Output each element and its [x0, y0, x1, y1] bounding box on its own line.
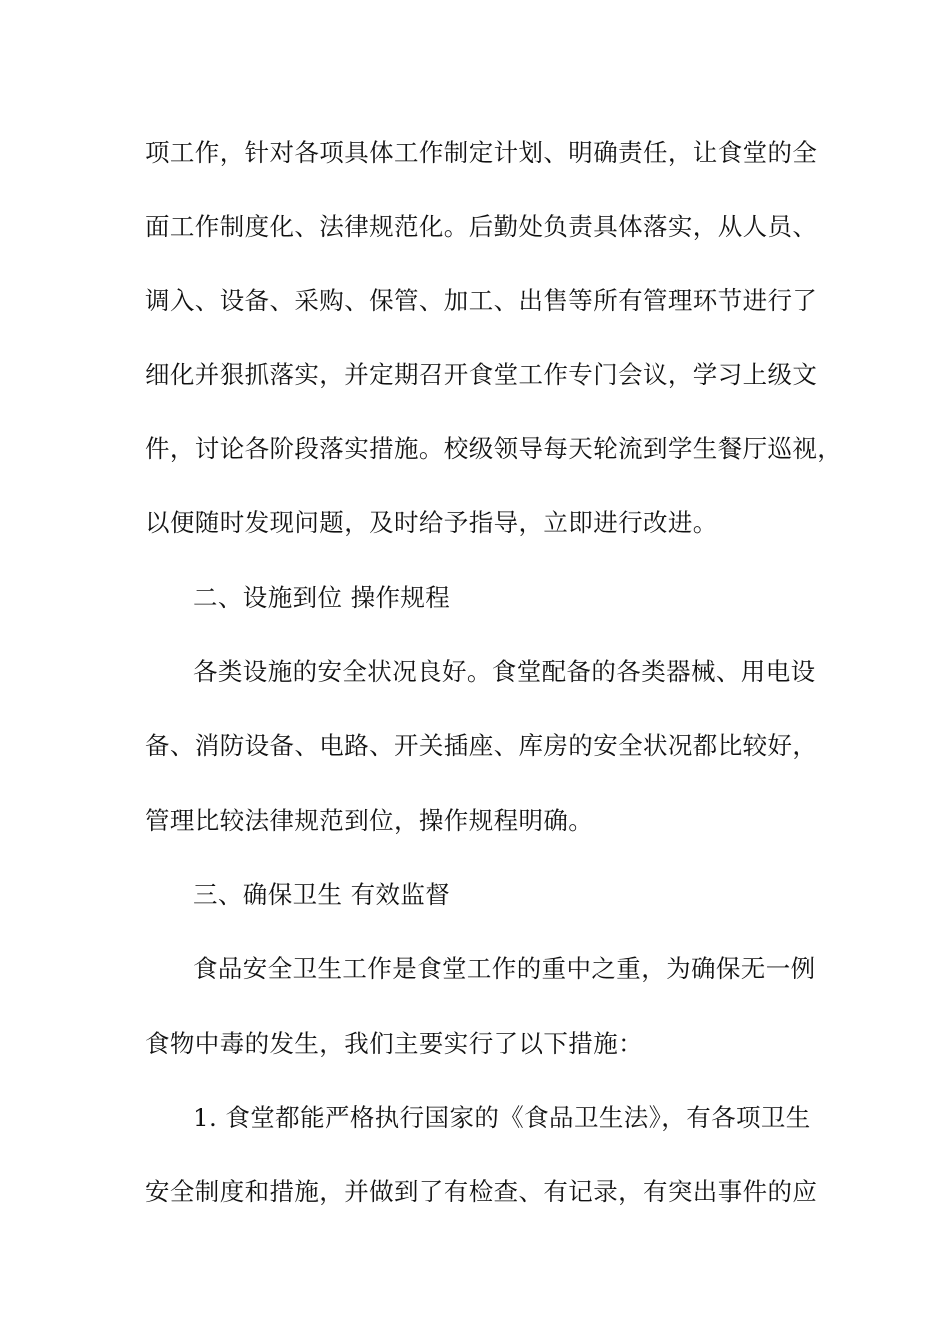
paragraph-line: 安全制度和措施，并做到了有检查、有记录，有突出事件的应: [145, 1177, 818, 1206]
paragraph-line: 食品安全卫生工作是食堂工作的重中之重，为确保无一例: [193, 954, 816, 983]
section-heading: 二、设施到位 操作规程: [193, 583, 451, 612]
paragraph-line: 细化并狠抓落实，并定期召开食堂工作专门会议，学习上级文: [145, 360, 818, 389]
paragraph-line: 以便随时发现问题，及时给予指导，立即进行改进。: [145, 508, 718, 537]
paragraph-line: 各类设施的安全状况良好。食堂配备的各类器械、用电设: [193, 657, 816, 686]
list-item: 1. 食堂都能严格执行国家的《食品卫生法》，有各项卫生: [193, 1103, 811, 1132]
paragraph-line: 食物中毒的发生，我们主要实行了以下措施：: [145, 1029, 643, 1058]
section-heading: 三、确保卫生 有效监督: [193, 880, 451, 909]
paragraph-line: 备、消防设备、电路、开关插座、库房的安全状况都比较好，: [145, 731, 818, 760]
paragraph-line: 面工作制度化、法律规范化。后勤处负责具体落实，从人员、: [145, 212, 818, 241]
paragraph-line: 调入、设备、采购、保管、加工、出售等所有管理环节进行了: [145, 286, 818, 315]
paragraph-line: 件，讨论各阶段落实措施。校级领导每天轮流到学生餐厅巡视，: [145, 434, 843, 463]
paragraph-line: 管理比较法律规范到位，操作规程明确。: [145, 806, 594, 835]
paragraph-line: 项工作，针对各项具体工作制定计划、明确责任，让食堂的全: [145, 138, 818, 167]
